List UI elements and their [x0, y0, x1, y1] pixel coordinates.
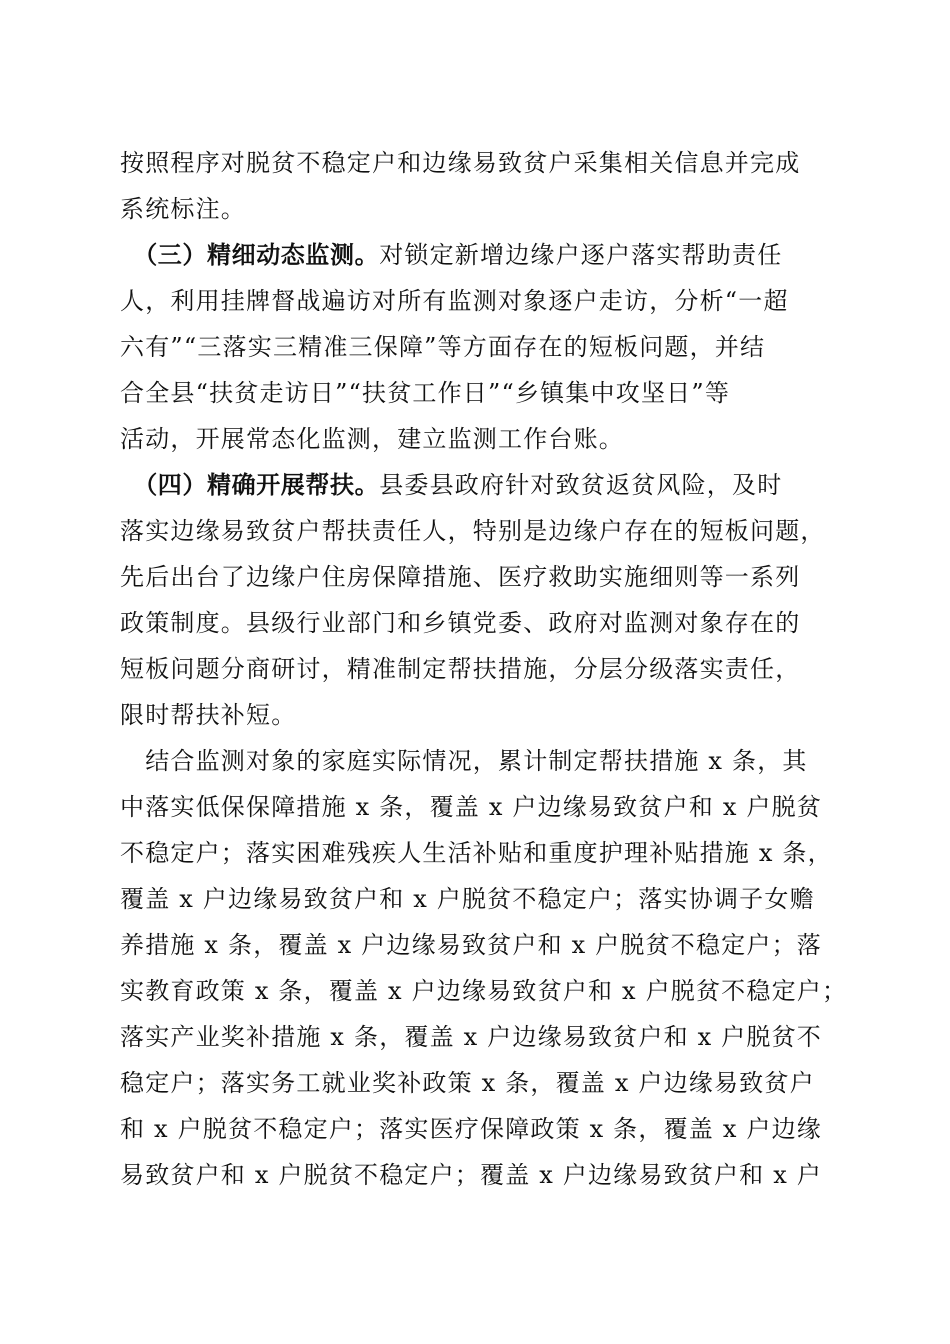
document-body — [120, 140, 848, 1198]
section-3-heading: （三）精细动态监测。 — [145, 241, 380, 269]
text-line-2: 系统标注。 — [120, 195, 246, 223]
text-line-21: 稳定户；落实务工就业奖补政策 x 条，覆盖 x 户边缘易致贫户 — [120, 1069, 815, 1097]
text-line-5: 六有”“三落实三精准三保障”等方面存在的短板问题，并结 — [120, 333, 766, 361]
text-line-6: 合全县“扶贫走访日”“扶贫工作日”“乡镇集中攻坚日”等 — [120, 379, 731, 407]
text-line-10: 先后出台了边缘户住房保障措施、医疗救助实施细则等一系列 — [120, 563, 801, 591]
section-4-lead-text: 县委县政府针对致贫返贫风险，及时 — [379, 471, 783, 499]
text-line-12: 短板问题分商研讨，精准制定帮扶措施，分层分级落实责任， — [120, 655, 801, 683]
text-line-1: 按照程序对脱贫不稳定户和边缘易致贫户采集相关信息并完成 — [120, 149, 801, 177]
text-line-17: 覆盖 x 户边缘易致贫户和 x 户脱贫不稳定户；落实协调子女赡 — [120, 885, 815, 913]
text-line-22: 和 x 户脱贫不稳定户；落实医疗保障政策 x 条，覆盖 x 户边缘 — [120, 1115, 822, 1143]
text-line-16: 不稳定户；落实困难残疾人生活补贴和重度护理补贴措施 x 条， — [120, 839, 833, 867]
text-line-14: 结合监测对象的家庭实际情况，累计制定帮扶措施 x 条，其 — [120, 747, 808, 775]
section-4-first-line — [120, 462, 832, 508]
section-3-first-line — [120, 232, 832, 278]
text-line-20: 落实产业奖补措施 x 条，覆盖 x 户边缘易致贫户和 x 户脱贫不 — [120, 1023, 822, 1051]
text-line-15: 中落实低保保障措施 x 条，覆盖 x 户边缘易致贫户和 x 户脱贫 — [120, 793, 822, 821]
text-line-4: 人，利用挂牌督战遍访对所有监测对象逐户走访，分析“一超 — [120, 287, 789, 315]
text-line-18: 养措施 x 条，覆盖 x 户边缘易致贫户和 x 户脱贫不稳定户；落 — [120, 931, 822, 959]
text-line-19: 实教育政策 x 条，覆盖 x 户边缘易致贫户和 x 户脱贫不稳定户； — [120, 977, 848, 1005]
text-line-13: 限时帮扶补短。 — [120, 701, 297, 729]
section-3-lead-text: 对锁定新增边缘户逐户落实帮助责任 — [379, 241, 783, 269]
section-4-heading: （四）精确开展帮扶。 — [145, 471, 380, 499]
text-line-9: 落实边缘易致贫户帮扶责任人，特别是边缘户存在的短板问题， — [120, 517, 826, 545]
text-line-11: 政策制度。县级行业部门和乡镇党委、政府对监测对象存在的 — [120, 609, 801, 637]
text-line-7: 活动，开展常态化监测，建立监测工作台账。 — [120, 425, 624, 453]
text-line-23: 易致贫户和 x 户脱贫不稳定户；覆盖 x 户边缘易致贫户和 x 户 — [120, 1161, 822, 1189]
